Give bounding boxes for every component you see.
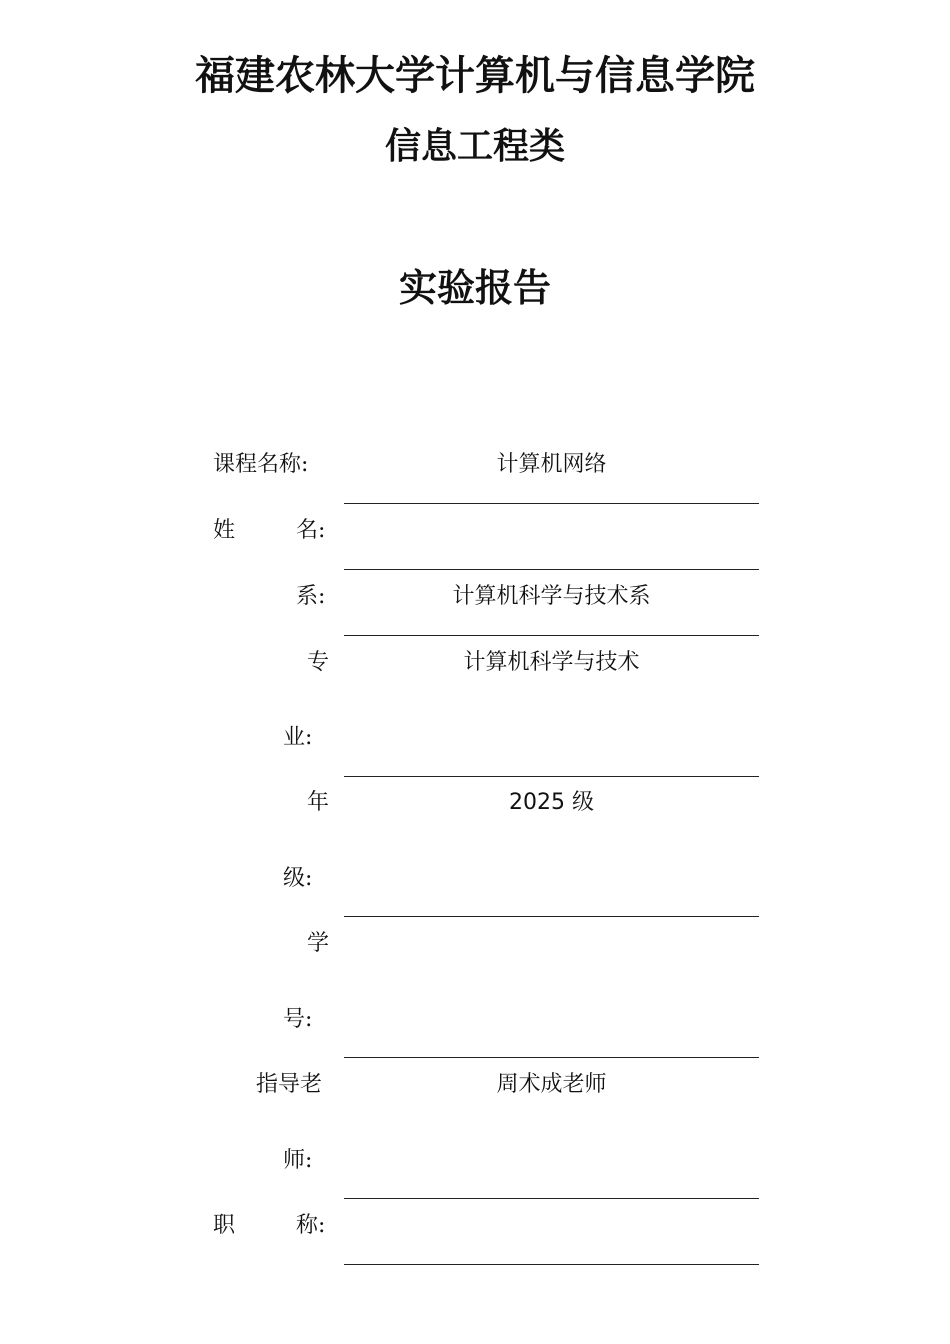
student-id-label-part2: 号: xyxy=(283,1007,313,1032)
name-label-part2: 名: xyxy=(296,518,326,543)
title-label-part1: 职 xyxy=(213,1213,236,1238)
grade-value: 2025 级 xyxy=(509,790,594,815)
advisor-label-part1: 指导老 xyxy=(256,1072,323,1097)
grade-label-part1: 年 xyxy=(307,790,330,815)
grade-label-part2: 级: xyxy=(283,866,313,891)
name-label-part1: 姓 xyxy=(213,518,236,543)
grade-underline xyxy=(344,916,759,917)
report-category: 信息工程类 xyxy=(384,125,565,167)
advisor-label-part2: 师: xyxy=(283,1148,313,1173)
department-label: 系: xyxy=(296,584,326,609)
major-underline xyxy=(344,776,759,777)
advisor-value: 周术成老师 xyxy=(496,1072,607,1097)
title-underline xyxy=(344,1264,759,1265)
department-value: 计算机科学与技术系 xyxy=(452,584,651,609)
report-title: 实验报告 xyxy=(398,265,551,310)
major-value: 计算机科学与技术 xyxy=(463,650,640,675)
name-underline xyxy=(344,569,759,570)
major-label-part1: 专 xyxy=(307,650,330,675)
department-underline xyxy=(344,635,759,636)
student-id-underline xyxy=(344,1057,759,1058)
student-id-label-part1: 学 xyxy=(307,931,330,956)
title-label-part2: 称: xyxy=(296,1213,326,1238)
course-value: 计算机网络 xyxy=(496,452,607,477)
school-name: 福建农林大学计算机与信息学院 xyxy=(195,52,755,99)
major-label-part2: 业: xyxy=(283,725,313,750)
advisor-underline xyxy=(344,1198,759,1199)
course-underline xyxy=(344,503,759,504)
course-label: 课程名称: xyxy=(213,452,309,477)
